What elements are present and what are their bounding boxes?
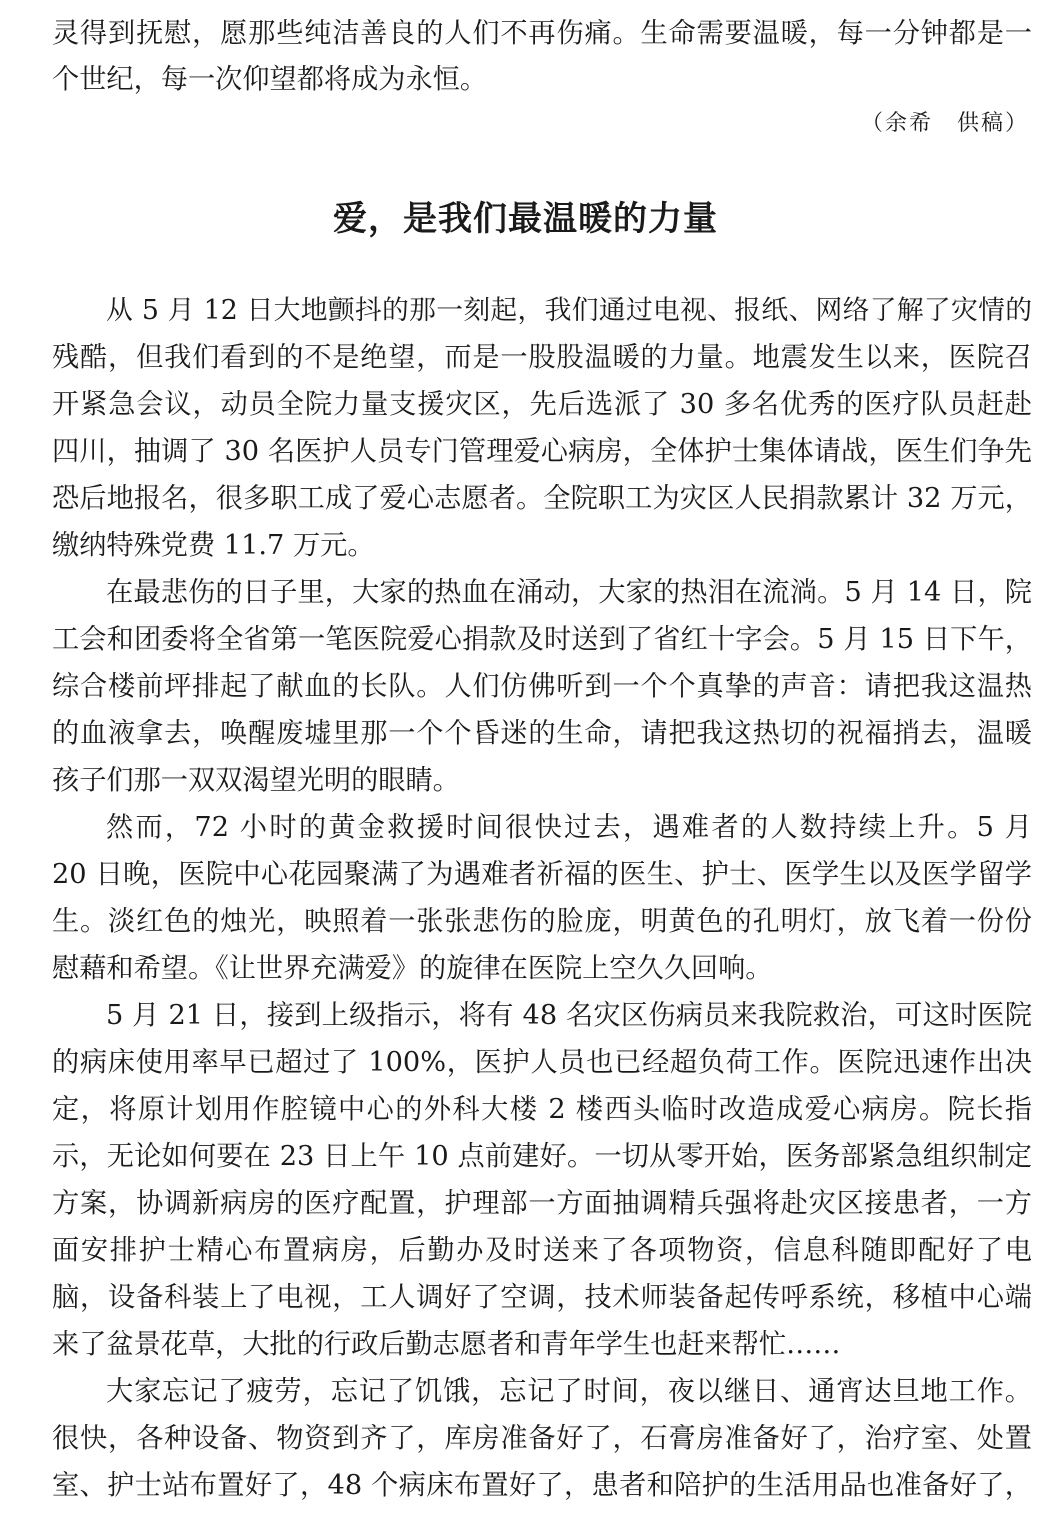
paragraph-1-line: 残酷，但我们看到的不是绝望，而是一股股温暖的力量。地震发生以来，医院召 [52,342,1032,373]
paragraph-3-line: 生。淡红色的烛光，映照着一张张悲伤的脸庞，明黄色的孔明灯，放飞着一份份 [52,906,1032,937]
paragraph-2-line: 综合楼前坪排起了献血的长队。人们仿佛听到一个个真挚的声音：请把我这温热 [52,671,1032,702]
previous-article-line: 个世纪，每一次仰望都将成为永恒。 [52,64,488,95]
paragraph-2-line: 孩子们那一双双渴望光明的眼睛。 [52,765,460,796]
paragraph-1-line: 四川，抽调了 30 名医护人员专门管理爱心病房，全体护士集体请战，医生们争先 [52,436,1032,467]
paragraph-1-line: 恐后地报名，很多职工成了爱心志愿者。全院职工为灾区人民捐款累计 32 万元， [52,483,1032,514]
paragraph-4-line: 5 月 21 日，接到上级指示，将有 48 名灾区伤病员来我院救治，可这时医院 [106,1000,1032,1031]
paragraph-5-line: 很快，各种设备、物资到齐了，库房准备好了，石膏房准备好了，治疗室、处置 [52,1423,1032,1454]
paragraph-1-line: 缴纳特殊党费 11.7 万元。 [52,530,375,561]
paragraph-4-line: 面安排护士精心布置病房，后勤办及时送来了各项物资，信息科随即配好了电 [52,1235,1032,1266]
paragraph-4-line: 脑，设备科装上了电视，工人调好了空调，技术师装备起传呼系统，移植中心端 [52,1282,1032,1313]
paragraph-2-line: 的血液拿去，唤醒废墟里那一个个昏迷的生命，请把我这热切的祝福捎去，温暖 [52,718,1032,749]
paragraph-3-line: 20 日晚，医院中心花园聚满了为遇难者祈福的医生、护士、医学生以及医学留学 [52,859,1032,890]
paragraph-3-line: 然而，72 小时的黄金救援时间很快过去，遇难者的人数持续上升。5 月 [106,812,1032,843]
paragraph-3-line: 慰藉和希望。《让世界充满爱》的旋律在医院上空久久回响。 [52,953,773,984]
article-title: 爱，是我们最温暖的力量 [333,199,718,239]
paragraph-4-line: 的病床使用率早已超过了 100%，医护人员也已经超负荷工作。医院迅速作出决 [52,1047,1032,1078]
paragraph-5-line: 大家忘记了疲劳，忘记了饥饿，忘记了时间，夜以继日、通宵达旦地工作。 [106,1376,1032,1407]
paragraph-4-line: 方案，协调新病房的医疗配置，护理部一方面抽调精兵强将赴灾区接患者，一方 [52,1188,1032,1219]
paragraph-4-line: 来了盆景花草，大批的行政后勤志愿者和青年学生也赶来帮忙…… [52,1329,841,1360]
paragraph-4-line: 示，无论如何要在 23 日上午 10 点前建好。一切从零开始，医务部紧急组织制定 [52,1141,1032,1172]
paragraph-2-line: 在最悲伤的日子里，大家的热血在涌动，大家的热泪在流淌。5 月 14 日，院 [106,577,1032,608]
paragraph-2-line: 工会和团委将全省第一笔医院爱心捐款及时送到了省红十字会。5 月 15 日下午， [52,624,1032,655]
article-credit: （余希 供稿） [860,111,1029,136]
paragraph-1-line: 从 5 月 12 日大地颤抖的那一刻起，我们通过电视、报纸、网络了解了灾情的 [106,295,1032,326]
paragraph-1-line: 开紧急会议，动员全院力量支援灾区，先后选派了 30 多名优秀的医疗队员赶赴 [52,389,1032,420]
previous-article-line: 灵得到抚慰，愿那些纯洁善良的人们不再伤痛。生命需要温暖，每一分钟都是一 [52,18,1032,49]
paragraph-4-line: 定，将原计划用作腔镜中心的外科大楼 2 楼西头临时改造成爱心病房。院长指 [52,1094,1032,1125]
paragraph-5-line: 室、护士站布置好了，48 个病床布置好了，患者和陪护的生活用品也准备好了， [52,1470,1032,1501]
